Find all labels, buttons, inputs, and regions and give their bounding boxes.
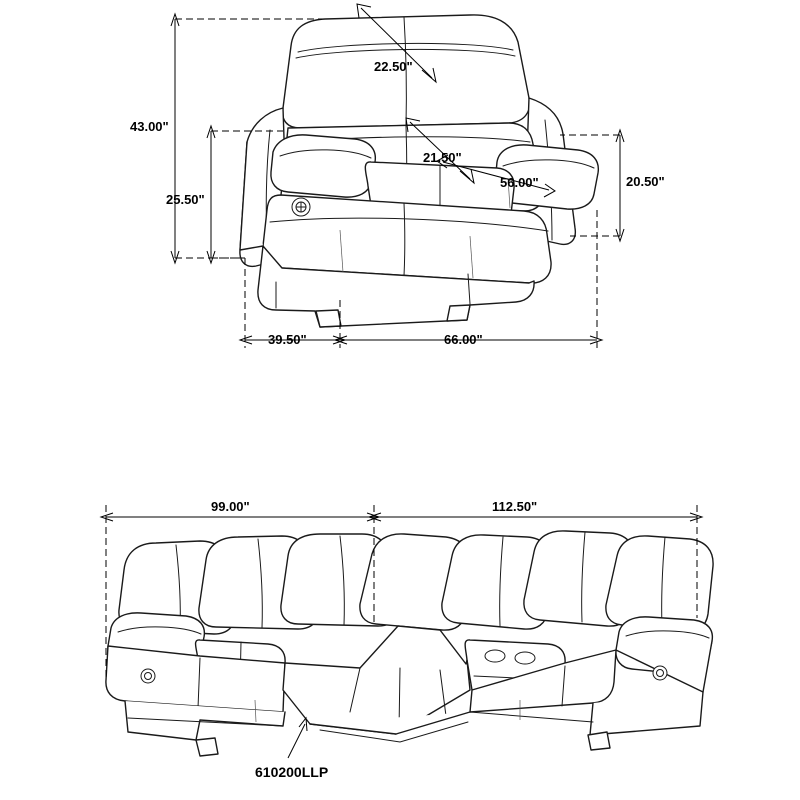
sectional-plan-drawing xyxy=(106,531,713,756)
model-number-label: 610200LLP xyxy=(255,764,329,780)
dim-depth-extended: 39.50" xyxy=(268,332,307,347)
dim-seat-width: 56.00" xyxy=(500,175,539,190)
dim-left-section-width: 99.00" xyxy=(211,499,250,514)
dim-height-overall: 43.00" xyxy=(130,119,169,134)
dim-width-overall: 66.00" xyxy=(444,332,483,347)
dim-seat-depth: 21.50" xyxy=(423,150,462,165)
dim-height-seat-back: 25.50" xyxy=(166,192,205,207)
dim-arm-height: 20.50" xyxy=(626,174,665,189)
dim-back-cushion-width: 22.50" xyxy=(374,59,413,74)
loveseat-elevation-drawing xyxy=(240,15,598,327)
model-callout xyxy=(255,718,328,780)
dim-right-section-width: 112.50" xyxy=(492,499,538,514)
